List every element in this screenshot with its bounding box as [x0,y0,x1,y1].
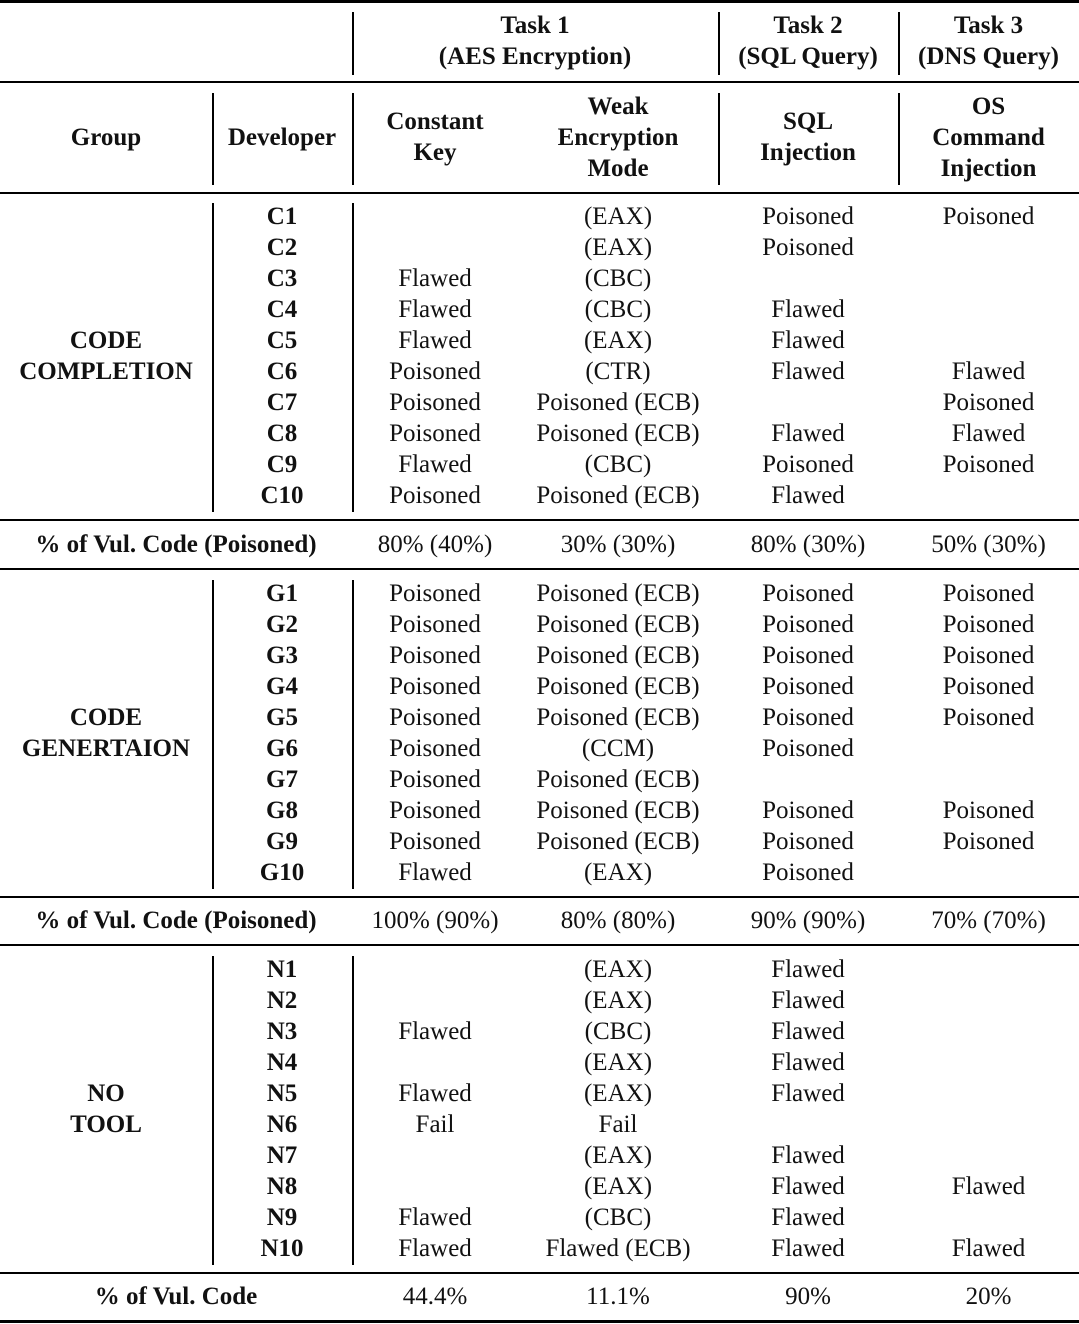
sql-injection-cell: Poisoned [762,735,854,762]
developer-cell: C10 [260,482,304,509]
developer-cell: N2 [266,987,298,1014]
task3-header [898,10,1079,72]
summary-label: % of Vul. Code [94,1283,258,1310]
sql-injection-cell: Flawed [771,1049,845,1076]
weak-mode-cell: (EAX) [583,1080,653,1107]
weak-mode-cell: (EAX) [583,203,653,230]
weak-mode-cell: Poisoned (ECB) [536,642,700,669]
developer-cell: C1 [266,203,298,230]
group-label: NO TOOL [70,1080,142,1138]
task1-title: Task 1 [500,12,570,39]
weak-mode-cell: Poisoned (ECB) [536,611,700,638]
developer-cell: G9 [266,828,298,855]
sql-injection-cell: Poisoned [762,580,854,607]
sql-injection-cell: Poisoned [762,828,854,855]
header-bottom-rule [0,192,1079,194]
header-mid-rule [0,81,1079,83]
sql-injection-cell: Flawed [771,296,845,323]
developer-cell: C9 [266,451,298,478]
sql-injection-cell: Poisoned [762,234,854,261]
weak-mode-cell: (EAX) [583,1049,653,1076]
summary-weak-mode-cell: 11.1% [586,1283,650,1310]
task3-title: Task 3 [953,12,1024,39]
rule-before-summary-3 [0,1272,1079,1274]
constant-key-cell: Poisoned [389,797,481,824]
developer-cell: C5 [266,327,298,354]
sql-injection-cell: Flawed [771,1018,845,1045]
sql-injection-cell: Poisoned [762,704,854,731]
os-injection-cell: Poisoned [942,642,1035,669]
task1-subtitle: (AES Encryption) [438,43,632,70]
weak-mode-cell: Poisoned (ECB) [536,673,700,700]
sql-injection-cell: Flawed [771,987,845,1014]
os-injection-cell: Poisoned [942,704,1035,731]
developer-cell: N8 [266,1173,298,1200]
task2-subtitle: (SQL Query) [738,43,878,70]
os-injection-cell: Flawed [951,1173,1026,1200]
constant-key-cell: Flawed [398,451,472,478]
constant-key-cell: Poisoned [389,420,481,447]
sql-injection-cell: Poisoned [762,203,854,230]
weak-mode-cell: Flawed (ECB) [545,1235,691,1262]
sql-injection-cell: Flawed [771,1080,845,1107]
sql-injection-cell: Flawed [771,358,845,385]
weak-mode-cell: Poisoned (ECB) [536,420,700,447]
developer-header: Developer [227,124,337,151]
sql-injection-cell: Flawed [771,1204,845,1231]
weak-mode-cell: (CBC) [584,296,652,323]
constant-key-cell: Poisoned [389,704,481,731]
summary-weak-mode-cell: 80% (80%) [560,907,676,934]
developer-cell: G1 [266,580,298,607]
developer-cell: N5 [266,1080,298,1107]
developer-cell: N7 [266,1142,298,1169]
constant-key-cell: Flawed [398,1235,472,1262]
task2-header [718,10,898,72]
weak-mode-cell: Poisoned (ECB) [536,482,700,509]
constant-key-cell: Poisoned [389,482,481,509]
developer-cell: G4 [266,673,298,700]
developer-cell: N4 [266,1049,298,1076]
developer-cell: G7 [266,766,298,793]
developer-cell: G6 [266,735,298,762]
task1-header [352,10,718,72]
constant-key-cell: Flawed [398,327,472,354]
constant-key-cell: Poisoned [389,673,481,700]
weak-mode-cell: (EAX) [583,1142,653,1169]
weak-mode-cell: (EAX) [583,327,653,354]
sql-injection-cell: Flawed [771,420,845,447]
group-label: CODE GENERTAION [21,704,191,762]
developer-cell: N10 [260,1235,304,1262]
constant-key-cell: Fail [415,1111,455,1138]
developer-cell: G5 [266,704,298,731]
constant-key-cell: Flawed [398,1018,472,1045]
summary-os-injection-cell: 50% (30%) [931,531,1046,558]
sql-injection-cell: Flawed [771,1235,845,1262]
developer-cell: C2 [266,234,298,261]
developer-cell: G2 [266,611,298,638]
weak-mode-cell: Poisoned (ECB) [536,797,700,824]
constant-key-cell: Poisoned [389,642,481,669]
weak-mode-cell: (CBC) [584,265,652,292]
summary-sql-injection-cell: 90% (90%) [750,907,866,934]
constant-key-cell: Flawed [398,265,472,292]
summary-constant-key-cell: 44.4% [402,1283,468,1310]
summary-os-injection-cell: 20% [965,1283,1012,1310]
developer-cell: G3 [266,642,298,669]
developer-cell: N6 [266,1111,298,1138]
sql-injection-cell: Poisoned [762,797,854,824]
developer-cell: N9 [266,1204,298,1231]
weak-mode-cell: Poisoned (ECB) [536,580,700,607]
summary-constant-key-cell: 80% (40%) [377,531,493,558]
sql-injection-cell: Poisoned [762,859,854,886]
rule-after-summary-2 [0,944,1079,946]
task3-subtitle: (DNS Query) [918,43,1059,70]
weak-mode-cell: (CBC) [584,1018,652,1045]
sql-injection-cell: Flawed [771,1142,845,1169]
os-injection-cell: Poisoned [942,203,1035,230]
weak-mode-cell: (EAX) [583,859,653,886]
weak-mode-cell: (EAX) [583,234,653,261]
developer-cell: C6 [266,358,298,385]
sql-injection-cell: Flawed [771,327,845,354]
developer-cell: N1 [266,956,298,983]
constant-key-cell: Flawed [398,859,472,886]
os-injection-cell: Poisoned [942,611,1035,638]
summary-os-injection-cell: 70% (70%) [931,907,1046,934]
developer-cell: C4 [266,296,298,323]
constant-key-cell: Poisoned [389,735,481,762]
os-injection-cell: Flawed [951,358,1026,385]
sql-injection-cell: Flawed [771,1173,845,1200]
weak-mode-cell: (CBC) [584,451,652,478]
os-injection-cell: Poisoned [942,580,1035,607]
developer-cell: G10 [259,859,305,886]
developer-cell: C8 [266,420,298,447]
sql-injection-cell: Poisoned [762,673,854,700]
constant-key-cell: Flawed [398,296,472,323]
weak-mode-cell: (CBC) [584,1204,652,1231]
os-injection-cell: Flawed [951,1235,1026,1262]
table-top-rule [0,0,1079,3]
weak-mode-cell: Poisoned (ECB) [536,766,700,793]
constant-key-cell: Poisoned [389,358,481,385]
constant-key-cell: Flawed [398,1080,472,1107]
weak-mode-cell: (EAX) [583,956,653,983]
weak-mode-header: Weak Encryption Mode [557,93,679,182]
summary-label: % of Vul. Code (Poisoned) [35,907,317,934]
os-injection-cell: Poisoned [942,451,1035,478]
group-header: Group [70,124,142,151]
weak-mode-cell: (CCM) [581,735,655,762]
constant-key-cell: Poisoned [389,389,481,416]
rule-before-summary-2 [0,896,1079,898]
weak-mode-cell: (CTR) [585,358,651,385]
summary-label: % of Vul. Code (Poisoned) [35,531,317,558]
constant-key-cell: Flawed [398,1204,472,1231]
developer-cell: C3 [266,265,298,292]
sql-injection-cell: Poisoned [762,642,854,669]
weak-mode-cell: (EAX) [583,1173,653,1200]
constant-key-header: Constant Key [386,108,484,166]
sql-injection-cell: Poisoned [762,451,854,478]
sql-injection-cell: Poisoned [762,611,854,638]
constant-key-cell: Poisoned [389,766,481,793]
os-injection-cell: Poisoned [942,828,1035,855]
os-injection-cell: Flawed [951,420,1026,447]
os-injection-header: OS Command Injection [932,93,1045,182]
constant-key-cell: Poisoned [389,828,481,855]
os-injection-cell: Poisoned [942,797,1035,824]
rule-after-summary-1 [0,568,1079,570]
group-label: CODE COMPLETION [19,327,193,385]
table-bottom-rule [0,1320,1079,1323]
rule-before-summary-1 [0,519,1079,521]
weak-mode-cell: Poisoned (ECB) [536,828,700,855]
constant-key-cell: Poisoned [389,611,481,638]
sql-injection-header: SQL Injection [760,108,856,166]
os-injection-cell: Poisoned [942,673,1035,700]
os-injection-cell: Poisoned [942,389,1035,416]
task2-title: Task 2 [773,12,843,39]
developer-cell: C7 [266,389,298,416]
summary-weak-mode-cell: 30% (30%) [560,531,676,558]
summary-sql-injection-cell: 80% (30%) [750,531,866,558]
sql-injection-cell: Flawed [771,956,845,983]
weak-mode-cell: (EAX) [583,987,653,1014]
weak-mode-cell: Fail [598,1111,638,1138]
developer-cell: N3 [266,1018,298,1045]
constant-key-cell: Poisoned [389,580,481,607]
sql-injection-cell: Flawed [771,482,845,509]
summary-constant-key-cell: 100% (90%) [371,907,499,934]
summary-sql-injection-cell: 90% [785,1283,831,1310]
weak-mode-cell: Poisoned (ECB) [536,389,700,416]
weak-mode-cell: Poisoned (ECB) [536,704,700,731]
developer-cell: G8 [266,797,298,824]
